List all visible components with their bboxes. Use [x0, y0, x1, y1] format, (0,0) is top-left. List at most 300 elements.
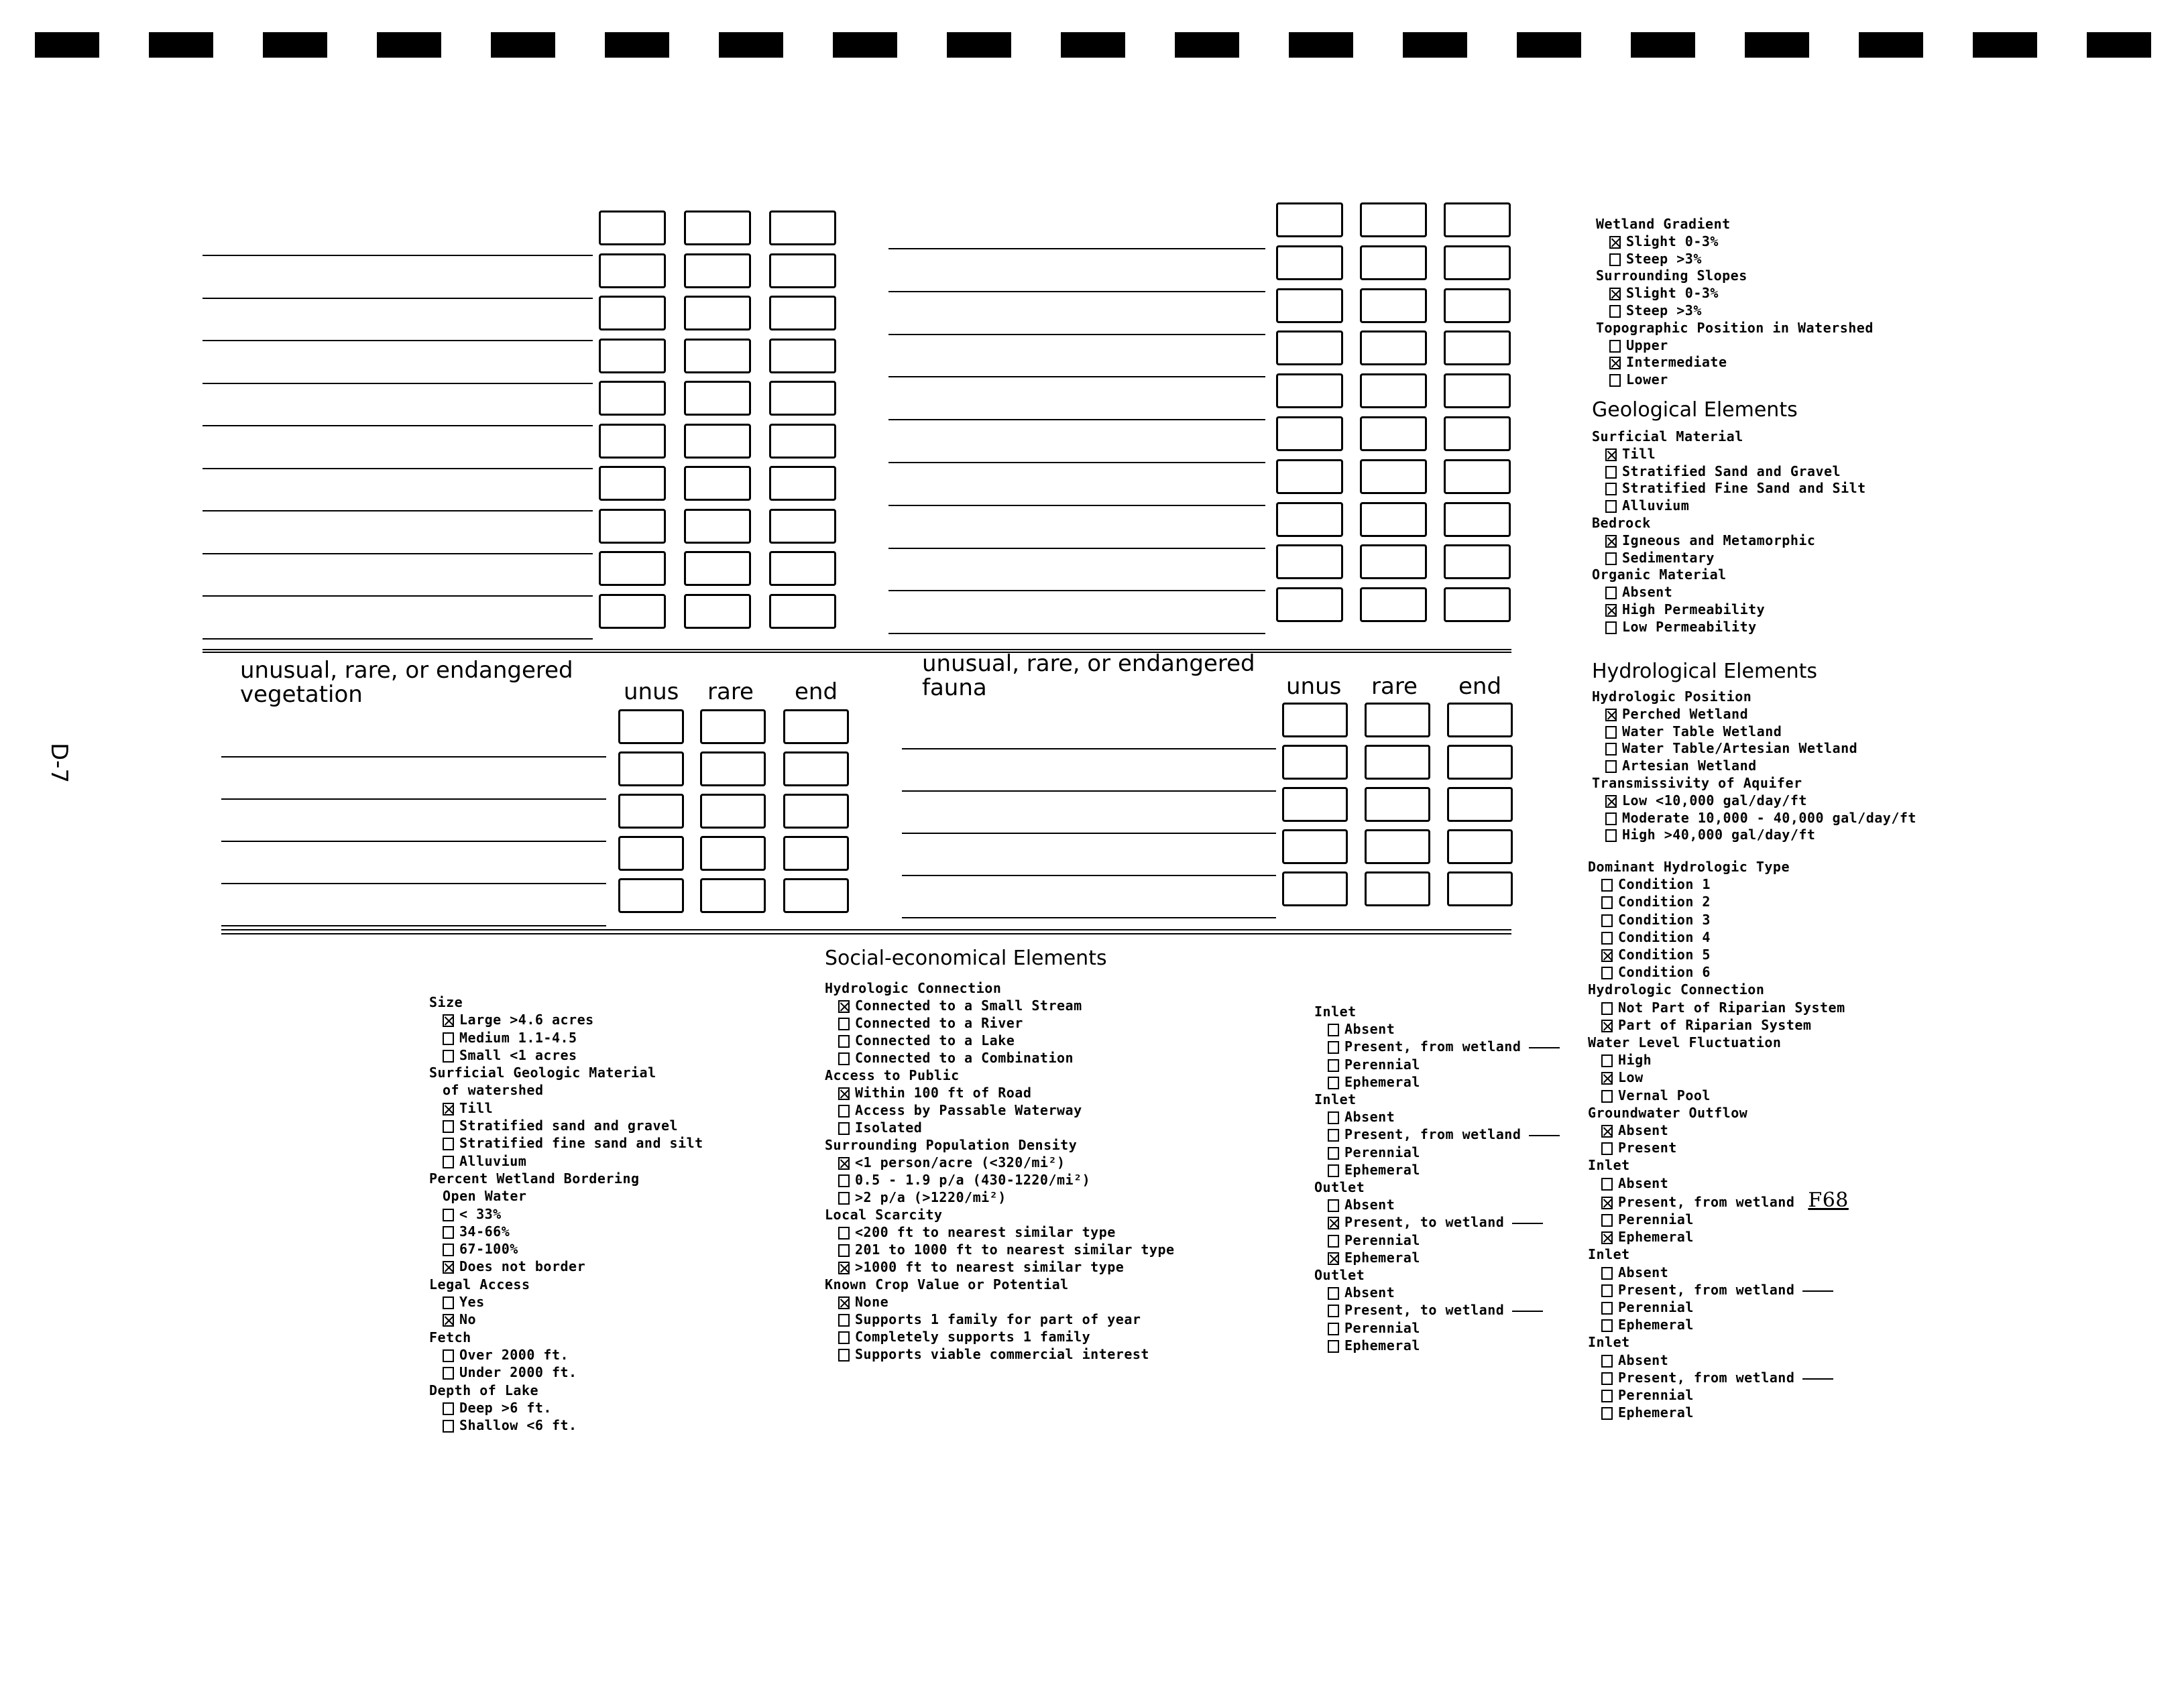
- checklist-item[interactable]: [429, 1205, 703, 1223]
- checklist-item[interactable]: [429, 1364, 703, 1381]
- rare-box[interactable]: [1360, 330, 1427, 365]
- checklist-item[interactable]: [1592, 758, 1916, 775]
- rare-box[interactable]: [684, 339, 751, 373]
- rare-box[interactable]: [684, 381, 751, 416]
- end-box[interactable]: [783, 751, 849, 786]
- checklist-item[interactable]: [1596, 371, 1874, 389]
- checkbox-checked[interactable]: [443, 1261, 454, 1274]
- checklist-item[interactable]: [825, 1049, 1175, 1067]
- checkbox[interactable]: [1605, 760, 1617, 773]
- checkbox-checked[interactable]: [443, 1103, 454, 1115]
- checkbox[interactable]: [1328, 1041, 1339, 1054]
- checklist-item[interactable]: [1314, 1038, 1560, 1055]
- checklist-item[interactable]: [825, 1084, 1175, 1101]
- checklist-item[interactable]: [1592, 584, 1866, 601]
- end-box[interactable]: [1444, 245, 1511, 280]
- checklist-item[interactable]: [1588, 893, 1849, 910]
- end-box[interactable]: [1447, 745, 1513, 780]
- checkbox[interactable]: [838, 1314, 850, 1327]
- checkbox-checked[interactable]: [838, 1262, 850, 1274]
- checklist-item[interactable]: [825, 1171, 1175, 1189]
- checkbox[interactable]: [1609, 305, 1621, 318]
- checkbox[interactable]: [1601, 1090, 1613, 1103]
- checklist-item[interactable]: [429, 1240, 703, 1258]
- checklist-item[interactable]: [1588, 946, 1849, 963]
- unus-box[interactable]: [1282, 871, 1348, 906]
- checkbox[interactable]: [1328, 1129, 1339, 1142]
- checkbox[interactable]: [1601, 1284, 1613, 1297]
- checkbox[interactable]: [1609, 253, 1621, 266]
- rare-box[interactable]: [700, 878, 766, 913]
- checkbox[interactable]: [443, 1244, 454, 1256]
- fill-in-blank[interactable]: [1802, 1290, 1833, 1292]
- checkbox[interactable]: [1601, 1002, 1613, 1015]
- end-box[interactable]: [783, 794, 849, 829]
- checklist-item[interactable]: [1592, 792, 1916, 810]
- unus-box[interactable]: [1276, 245, 1343, 280]
- checklist-item[interactable]: [1588, 1369, 1849, 1386]
- end-box[interactable]: [1444, 373, 1511, 408]
- checkbox[interactable]: [1328, 1111, 1339, 1124]
- end-box[interactable]: [769, 466, 836, 501]
- checklist-item[interactable]: [429, 1416, 703, 1434]
- checkbox-checked[interactable]: [1605, 795, 1617, 808]
- checkbox[interactable]: [1601, 1054, 1613, 1067]
- checkbox[interactable]: [1328, 1164, 1339, 1177]
- checklist-item[interactable]: [1596, 354, 1874, 371]
- checkbox[interactable]: [1605, 743, 1617, 756]
- checklist-item[interactable]: [1588, 875, 1849, 893]
- unus-box[interactable]: [1276, 416, 1343, 451]
- checkbox[interactable]: [838, 1227, 850, 1240]
- checkbox[interactable]: [443, 1226, 454, 1239]
- checkbox-checked[interactable]: [838, 1157, 850, 1170]
- unus-box[interactable]: [1282, 703, 1348, 737]
- checklist-item[interactable]: [1592, 497, 1866, 515]
- checkbox[interactable]: [443, 1296, 454, 1309]
- checklist-item[interactable]: [1592, 827, 1916, 844]
- checklist-item[interactable]: [429, 1311, 703, 1328]
- checkbox[interactable]: [1605, 621, 1617, 634]
- checklist-item[interactable]: [1596, 251, 1874, 268]
- rare-box[interactable]: [684, 594, 751, 629]
- checkbox[interactable]: [443, 1120, 454, 1133]
- checklist-item[interactable]: [1588, 911, 1849, 928]
- checklist-item[interactable]: [1588, 1211, 1849, 1228]
- checkbox[interactable]: [1328, 1235, 1339, 1248]
- rare-box[interactable]: [1360, 245, 1427, 280]
- checkbox[interactable]: [1601, 1302, 1613, 1315]
- checkbox[interactable]: [1328, 1024, 1339, 1036]
- checklist-item[interactable]: [1588, 1188, 1849, 1212]
- checklist-item[interactable]: [1314, 1249, 1560, 1266]
- checklist-item[interactable]: [1588, 1051, 1849, 1069]
- checklist-item-label: Perennial: [1344, 1231, 1420, 1248]
- unus-box[interactable]: [1276, 373, 1343, 408]
- rare-box[interactable]: [1365, 787, 1430, 822]
- checkbox[interactable]: [1328, 1287, 1339, 1300]
- end-box[interactable]: [769, 381, 836, 416]
- checkbox-checked[interactable]: [443, 1314, 454, 1327]
- end-box[interactable]: [1447, 703, 1513, 737]
- end-box[interactable]: [1444, 288, 1511, 323]
- checkbox[interactable]: [838, 1035, 850, 1048]
- checkbox[interactable]: [1601, 1214, 1613, 1227]
- entry-line: [888, 633, 1265, 634]
- checkbox[interactable]: [1605, 587, 1617, 599]
- checklist-item[interactable]: [1588, 963, 1849, 981]
- checklist-item[interactable]: [1588, 1316, 1849, 1333]
- checklist-item[interactable]: [1314, 1056, 1560, 1073]
- checkbox[interactable]: [1328, 1077, 1339, 1089]
- rare-box[interactable]: [700, 709, 766, 744]
- checklist-item[interactable]: [825, 1014, 1175, 1032]
- checklist-item[interactable]: [1314, 1301, 1560, 1319]
- rare-box[interactable]: [684, 466, 751, 501]
- checklist-item[interactable]: [429, 1258, 703, 1275]
- rare-box[interactable]: [684, 210, 751, 245]
- checkbox[interactable]: [443, 1156, 454, 1168]
- rare-box[interactable]: [1365, 829, 1430, 864]
- checklist-item[interactable]: [825, 1032, 1175, 1049]
- checklist-item[interactable]: [1596, 302, 1874, 320]
- checkbox[interactable]: [1328, 1305, 1339, 1317]
- checklist-item[interactable]: [429, 1346, 703, 1364]
- checklist-item[interactable]: [1588, 1281, 1849, 1298]
- checkbox[interactable]: [1328, 1340, 1339, 1353]
- rare-box[interactable]: [1360, 502, 1427, 537]
- checkbox[interactable]: [1605, 466, 1617, 479]
- unus-box[interactable]: [1276, 330, 1343, 365]
- checkbox-checked[interactable]: [1609, 357, 1621, 369]
- checklist-item[interactable]: [825, 997, 1175, 1014]
- checklist-item[interactable]: [1596, 337, 1874, 355]
- checkbox[interactable]: [1328, 1323, 1339, 1335]
- end-box[interactable]: [769, 210, 836, 245]
- checkbox[interactable]: [838, 1052, 850, 1065]
- end-box[interactable]: [1444, 502, 1511, 537]
- end-box[interactable]: [1444, 330, 1511, 365]
- checkbox[interactable]: [838, 1105, 850, 1117]
- checkbox[interactable]: [1605, 812, 1617, 825]
- checklist-item[interactable]: [1314, 1144, 1560, 1161]
- checkbox[interactable]: [1601, 967, 1613, 979]
- end-box[interactable]: [1447, 829, 1513, 864]
- checkbox[interactable]: [443, 1032, 454, 1045]
- rare-box[interactable]: [1365, 703, 1430, 737]
- checkbox[interactable]: [1601, 1390, 1613, 1402]
- unus-box[interactable]: [599, 551, 666, 586]
- checklist-item[interactable]: [1588, 1264, 1849, 1281]
- unus-box[interactable]: [599, 253, 666, 288]
- end-box[interactable]: [769, 509, 836, 544]
- checklist-item[interactable]: [1588, 1069, 1849, 1086]
- rare-box[interactable]: [684, 551, 751, 586]
- checkbox-checked[interactable]: [1609, 236, 1621, 249]
- checkbox[interactable]: [838, 1331, 850, 1344]
- checklist-item[interactable]: [1592, 740, 1916, 758]
- checklist-item[interactable]: [429, 1134, 703, 1152]
- checklist-item[interactable]: [1588, 1351, 1849, 1369]
- checklist-item[interactable]: [1314, 1284, 1560, 1301]
- rare-box[interactable]: [1360, 587, 1427, 622]
- checklist-item[interactable]: [1588, 1016, 1849, 1034]
- unus-box[interactable]: [618, 751, 684, 786]
- checkbox[interactable]: [1605, 483, 1617, 495]
- checklist-item[interactable]: [1314, 1319, 1560, 1337]
- checklist-item[interactable]: [1314, 1126, 1560, 1143]
- checklist-item[interactable]: [1314, 1108, 1560, 1126]
- fill-in-blank[interactable]: [1802, 1378, 1833, 1380]
- checklist-item[interactable]: [1592, 723, 1916, 741]
- checkbox-checked[interactable]: [1601, 1197, 1613, 1209]
- end-box[interactable]: [769, 296, 836, 330]
- checkbox[interactable]: [443, 1349, 454, 1362]
- rare-box[interactable]: [684, 424, 751, 459]
- unus-box[interactable]: [1282, 745, 1348, 780]
- checklist-item-label: Condition 3: [1618, 911, 1711, 928]
- unus-box[interactable]: [1282, 787, 1348, 822]
- fill-in-blank[interactable]: [1529, 1047, 1560, 1048]
- checkbox[interactable]: [1601, 1178, 1613, 1191]
- end-box[interactable]: [769, 551, 836, 586]
- checklist-item[interactable]: [825, 1154, 1175, 1171]
- end-box[interactable]: [783, 878, 849, 913]
- checkbox[interactable]: [1328, 1059, 1339, 1072]
- rare-box[interactable]: [700, 836, 766, 871]
- checkbox-checked[interactable]: [1609, 288, 1621, 300]
- checklist-item[interactable]: [429, 1029, 703, 1046]
- checklist-item[interactable]: [1596, 285, 1874, 302]
- unus-box[interactable]: [599, 594, 666, 629]
- checklist-item[interactable]: [429, 1223, 703, 1240]
- rare-box[interactable]: [1360, 459, 1427, 494]
- checkbox[interactable]: [838, 1244, 850, 1257]
- checklist-item[interactable]: [1588, 1228, 1849, 1246]
- checklist-item[interactable]: [1588, 1298, 1849, 1316]
- end-box[interactable]: [769, 253, 836, 288]
- end-box[interactable]: [1444, 202, 1511, 237]
- checklist-item[interactable]: [1592, 446, 1866, 463]
- checklist-item[interactable]: [429, 1099, 703, 1117]
- checklist-item[interactable]: [1314, 1337, 1560, 1354]
- checkbox-checked[interactable]: [1601, 1072, 1613, 1085]
- rare-box[interactable]: [684, 296, 751, 330]
- end-box[interactable]: [769, 424, 836, 459]
- checklist-item[interactable]: [825, 1311, 1175, 1328]
- checkbox[interactable]: [443, 1050, 454, 1063]
- end-box[interactable]: [1444, 587, 1511, 622]
- checkbox[interactable]: [1605, 500, 1617, 513]
- checkbox[interactable]: [1605, 726, 1617, 739]
- unus-box[interactable]: [599, 424, 666, 459]
- checklist-item[interactable]: [1588, 1404, 1849, 1421]
- unus-box[interactable]: [1276, 459, 1343, 494]
- checklist-item[interactable]: [1314, 1020, 1560, 1038]
- checklist-item[interactable]: [1314, 1161, 1560, 1179]
- checkbox[interactable]: [1601, 1319, 1613, 1332]
- rare-box[interactable]: [1360, 416, 1427, 451]
- rare-box[interactable]: [1365, 745, 1430, 780]
- checkbox-checked[interactable]: [1605, 604, 1617, 617]
- checklist-item[interactable]: [429, 1152, 703, 1170]
- checklist-item[interactable]: [1592, 463, 1866, 481]
- checklist-item[interactable]: [825, 1101, 1175, 1119]
- end-box[interactable]: [783, 836, 849, 871]
- checklist-item[interactable]: [429, 1011, 703, 1028]
- checkbox-checked[interactable]: [443, 1014, 454, 1027]
- rare-box[interactable]: [700, 751, 766, 786]
- checklist-item[interactable]: [825, 1223, 1175, 1241]
- checklist-item[interactable]: [1314, 1231, 1560, 1249]
- checkbox[interactable]: [1601, 1267, 1613, 1280]
- rare-box[interactable]: [1360, 288, 1427, 323]
- unus-box[interactable]: [618, 709, 684, 744]
- checklist-item[interactable]: [1592, 532, 1866, 550]
- checklist-item[interactable]: [1592, 601, 1866, 619]
- checklist-item[interactable]: [825, 1328, 1175, 1345]
- checkbox[interactable]: [443, 1402, 454, 1415]
- unus-box[interactable]: [1276, 288, 1343, 323]
- checkbox-checked[interactable]: [1605, 709, 1617, 721]
- rare-box[interactable]: [1360, 202, 1427, 237]
- checkbox[interactable]: [1601, 1142, 1613, 1155]
- checkbox[interactable]: [1601, 1407, 1613, 1420]
- checklist-item[interactable]: [429, 1399, 703, 1416]
- checklist-item[interactable]: [1588, 928, 1849, 946]
- checklist-item-label: Present, to wetland: [1344, 1302, 1505, 1319]
- checklist-item[interactable]: [1588, 999, 1849, 1016]
- end-box[interactable]: [1444, 544, 1511, 579]
- unus-box[interactable]: [618, 878, 684, 913]
- unus-box[interactable]: [1282, 829, 1348, 864]
- checklist-item[interactable]: [825, 1345, 1175, 1363]
- unus-box[interactable]: [618, 836, 684, 871]
- checklist-item[interactable]: [1588, 1386, 1849, 1404]
- vegetation-title-line1: unusual, rare, or endangered: [240, 657, 573, 684]
- checkbox[interactable]: [1601, 914, 1613, 927]
- checkbox[interactable]: [838, 1018, 850, 1030]
- checklist-item[interactable]: [429, 1117, 703, 1134]
- checkbox[interactable]: [443, 1367, 454, 1380]
- checkbox[interactable]: [838, 1192, 850, 1205]
- unus-box[interactable]: [1276, 202, 1343, 237]
- checkbox-checked[interactable]: [1605, 448, 1617, 461]
- checklist-item[interactable]: [1592, 706, 1916, 723]
- checkbox-checked[interactable]: [838, 1000, 850, 1013]
- checklist-item[interactable]: [825, 1241, 1175, 1258]
- checkbox-checked[interactable]: [838, 1296, 850, 1309]
- checkbox[interactable]: [443, 1420, 454, 1433]
- checklist-item[interactable]: [825, 1258, 1175, 1276]
- unus-box[interactable]: [618, 794, 684, 829]
- checklist-item[interactable]: [1314, 1213, 1560, 1231]
- checkbox-checked[interactable]: [1601, 1125, 1613, 1138]
- end-box[interactable]: [769, 339, 836, 373]
- checkbox[interactable]: [1328, 1147, 1339, 1160]
- checkbox-checked[interactable]: [1328, 1252, 1339, 1265]
- end-box[interactable]: [1444, 416, 1511, 451]
- checkbox[interactable]: [838, 1122, 850, 1135]
- fill-in-blank[interactable]: [1512, 1223, 1543, 1224]
- end-box[interactable]: [1447, 787, 1513, 822]
- checklist-item[interactable]: [825, 1119, 1175, 1136]
- rare-box[interactable]: [700, 794, 766, 829]
- checklist-item[interactable]: [825, 1189, 1175, 1206]
- unus-box[interactable]: [1276, 544, 1343, 579]
- checkbox-checked[interactable]: [1601, 949, 1613, 962]
- checklist-item-label: Connected to a Lake: [855, 1032, 1015, 1048]
- unus-box[interactable]: [599, 509, 666, 544]
- checkbox[interactable]: [1605, 829, 1617, 842]
- checklist-item[interactable]: [1588, 1087, 1849, 1104]
- checklist-item[interactable]: [1588, 1139, 1849, 1156]
- checklist-item[interactable]: [1596, 233, 1874, 251]
- checkbox-checked[interactable]: [1601, 1020, 1613, 1032]
- checklist-item[interactable]: [1314, 1073, 1560, 1091]
- rare-box[interactable]: [1365, 871, 1430, 906]
- rare-box[interactable]: [684, 253, 751, 288]
- checklist-item[interactable]: [1592, 810, 1916, 827]
- unus-box[interactable]: [1276, 587, 1343, 622]
- checkbox[interactable]: [443, 1138, 454, 1150]
- fill-in-blank[interactable]: [1529, 1135, 1560, 1136]
- checkbox[interactable]: [1609, 374, 1621, 387]
- end-box[interactable]: [769, 594, 836, 629]
- checkbox-checked[interactable]: [1601, 1231, 1613, 1244]
- end-box[interactable]: [1447, 871, 1513, 906]
- unus-box[interactable]: [599, 296, 666, 330]
- checklist-item[interactable]: [429, 1046, 703, 1064]
- checkbox[interactable]: [1609, 340, 1621, 353]
- checklist-item[interactable]: [1592, 480, 1866, 497]
- checklist-item[interactable]: [429, 1293, 703, 1311]
- end-box[interactable]: [783, 709, 849, 744]
- entry-line: [221, 925, 606, 926]
- checklist-item-label: Perennial: [1344, 1319, 1420, 1336]
- unus-box[interactable]: [599, 381, 666, 416]
- checklist-item[interactable]: [1592, 550, 1866, 567]
- checkbox[interactable]: [1601, 896, 1613, 909]
- checkbox[interactable]: [838, 1174, 850, 1187]
- checkbox-checked[interactable]: [1605, 535, 1617, 548]
- checkbox-checked[interactable]: [1328, 1217, 1339, 1229]
- checklist-item[interactable]: [1588, 1122, 1849, 1139]
- fill-in-blank[interactable]: [1512, 1311, 1543, 1312]
- checkbox[interactable]: [1601, 1372, 1613, 1385]
- checkbox[interactable]: [838, 1349, 850, 1362]
- checklist-item[interactable]: [1314, 1196, 1560, 1213]
- unus-box[interactable]: [599, 339, 666, 373]
- unus-box[interactable]: [599, 466, 666, 501]
- end-box[interactable]: [1444, 459, 1511, 494]
- checklist-item[interactable]: [825, 1293, 1175, 1311]
- checkbox[interactable]: [1601, 932, 1613, 945]
- rare-box[interactable]: [684, 509, 751, 544]
- checkbox[interactable]: [1605, 552, 1617, 565]
- checkbox[interactable]: [1328, 1199, 1339, 1212]
- rare-box[interactable]: [1360, 373, 1427, 408]
- checklist-item[interactable]: [1592, 619, 1866, 636]
- unus-box[interactable]: [1276, 502, 1343, 537]
- checklist-item-label: Alluvium: [459, 1152, 527, 1169]
- checkbox[interactable]: [1601, 879, 1613, 892]
- rare-box[interactable]: [1360, 544, 1427, 579]
- checkbox[interactable]: [443, 1209, 454, 1221]
- unus-box[interactable]: [599, 210, 666, 245]
- checkbox-checked[interactable]: [838, 1087, 850, 1100]
- checkbox[interactable]: [1601, 1355, 1613, 1368]
